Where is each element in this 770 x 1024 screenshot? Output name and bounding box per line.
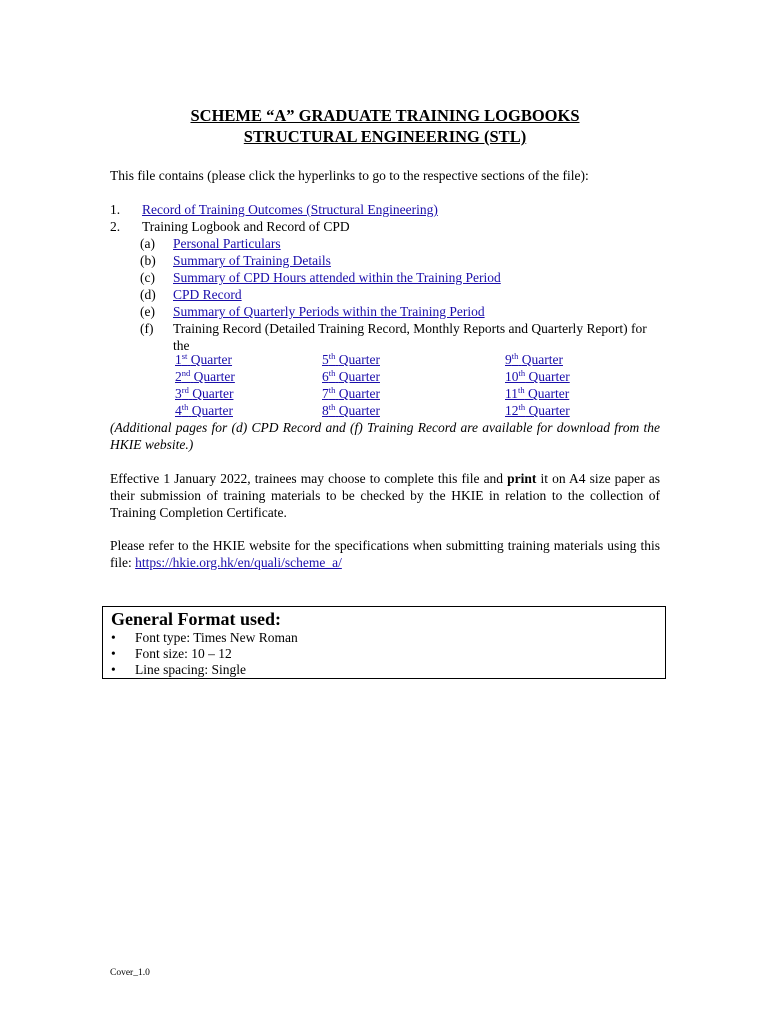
link-cpd-record[interactable]: CPD Record [173, 287, 242, 302]
link-quarter-8[interactable]: 8th Quarter [322, 402, 380, 418]
general-format-title: General Format used: [111, 609, 281, 629]
link-quarter-4[interactable]: 4th Quarter [175, 402, 233, 418]
sub-item-letter: (f) [140, 321, 154, 336]
additional-pages-note: (Additional pages for (d) CPD Record and (f) Training Record are available for download from the HKIE website.) [110, 420, 660, 452]
list-item-label: Training Logbook and Record of CPD [142, 219, 350, 234]
page-title [0, 105, 770, 147]
contents-list [110, 201, 670, 418]
sub-item-letter: (d) [140, 287, 156, 302]
link-quarter-9[interactable]: 9th Quarter [505, 351, 563, 367]
sub-item-letter: (e) [140, 304, 155, 319]
sub-item-letter: (b) [140, 253, 156, 268]
general-format-box: General Format used: • Font type: Times New Roman • Font size: 10 – 12 • Line spacing: Single [102, 606, 666, 679]
link-summary-training-details[interactable]: Summary of Training Details [173, 253, 331, 268]
print-emphasis: print [507, 471, 537, 486]
footer-version: Cover_1.0 [110, 968, 150, 978]
title-line-1: SCHEME “A” GRADUATE TRAINING LOGBOOKS [190, 106, 580, 125]
link-summary-cpd-hours[interactable]: Summary of CPD Hours attended within the Training Period [173, 270, 501, 285]
link-quarter-1[interactable]: 1st Quarter [175, 351, 233, 367]
link-quarter-6[interactable]: 6th Quarter [322, 368, 380, 384]
link-quarter-5[interactable]: 5th Quarter [322, 351, 380, 367]
list-item-number: 1. [110, 202, 121, 217]
sub-item-letter: (a) [140, 236, 155, 251]
bullet-icon: • [111, 646, 116, 661]
bullet-icon: • [111, 662, 116, 677]
link-personal-particulars[interactable]: Personal Particulars [173, 236, 281, 251]
link-quarter-11[interactable]: 11th Quarter [505, 385, 570, 401]
intro-text: This file contains (please click the hyperlinks to go to the respective sections of the file): [110, 168, 589, 183]
link-quarter-3[interactable]: 3rd Quarter [175, 385, 234, 401]
specifications-paragraph: Please refer to the HKIE website for the specifications when submitting training materials using this file: https://hkie.org.hk/en/quali/scheme_a/ [110, 538, 660, 570]
list-item [110, 201, 670, 218]
link-quarter-7[interactable]: 7th Quarter [322, 385, 380, 401]
effective-date-paragraph: Effective 1 January 2022, trainees may choose to complete this file and print it on A4 size paper as their submission of training materials to be checked by the HKIE in relation to the collection of Training Completion Certificate. [110, 471, 660, 520]
link-quarter-2[interactable]: 2nd Quarter [175, 368, 235, 384]
sub-item [110, 303, 670, 320]
sub-item [110, 286, 670, 303]
sub-item [110, 320, 670, 354]
sub-item [110, 235, 670, 252]
list-item [110, 218, 670, 235]
list-item-number: 2. [110, 219, 121, 234]
link-summary-quarterly-periods[interactable]: Summary of Quarterly Periods within the Training Period [173, 304, 485, 319]
link-training-outcomes[interactable]: Record of Training Outcomes (Structural Engineering) [142, 202, 438, 217]
link-quarter-10[interactable]: 10th Quarter [505, 368, 570, 384]
sub-item-label: Training Record (Detailed Training Record, Monthly Reports and Quarterly Report) for the [173, 321, 647, 353]
bullet-icon: • [111, 630, 116, 645]
sub-item [110, 252, 670, 269]
sub-item [110, 269, 670, 286]
title-line-2: STRUCTURAL ENGINEERING (STL) [243, 127, 527, 146]
hkie-website-link[interactable]: https://hkie.org.hk/en/quali/scheme_a/ [135, 555, 342, 570]
sub-item-letter: (c) [140, 270, 155, 285]
link-quarter-12[interactable]: 12th Quarter [505, 402, 570, 418]
